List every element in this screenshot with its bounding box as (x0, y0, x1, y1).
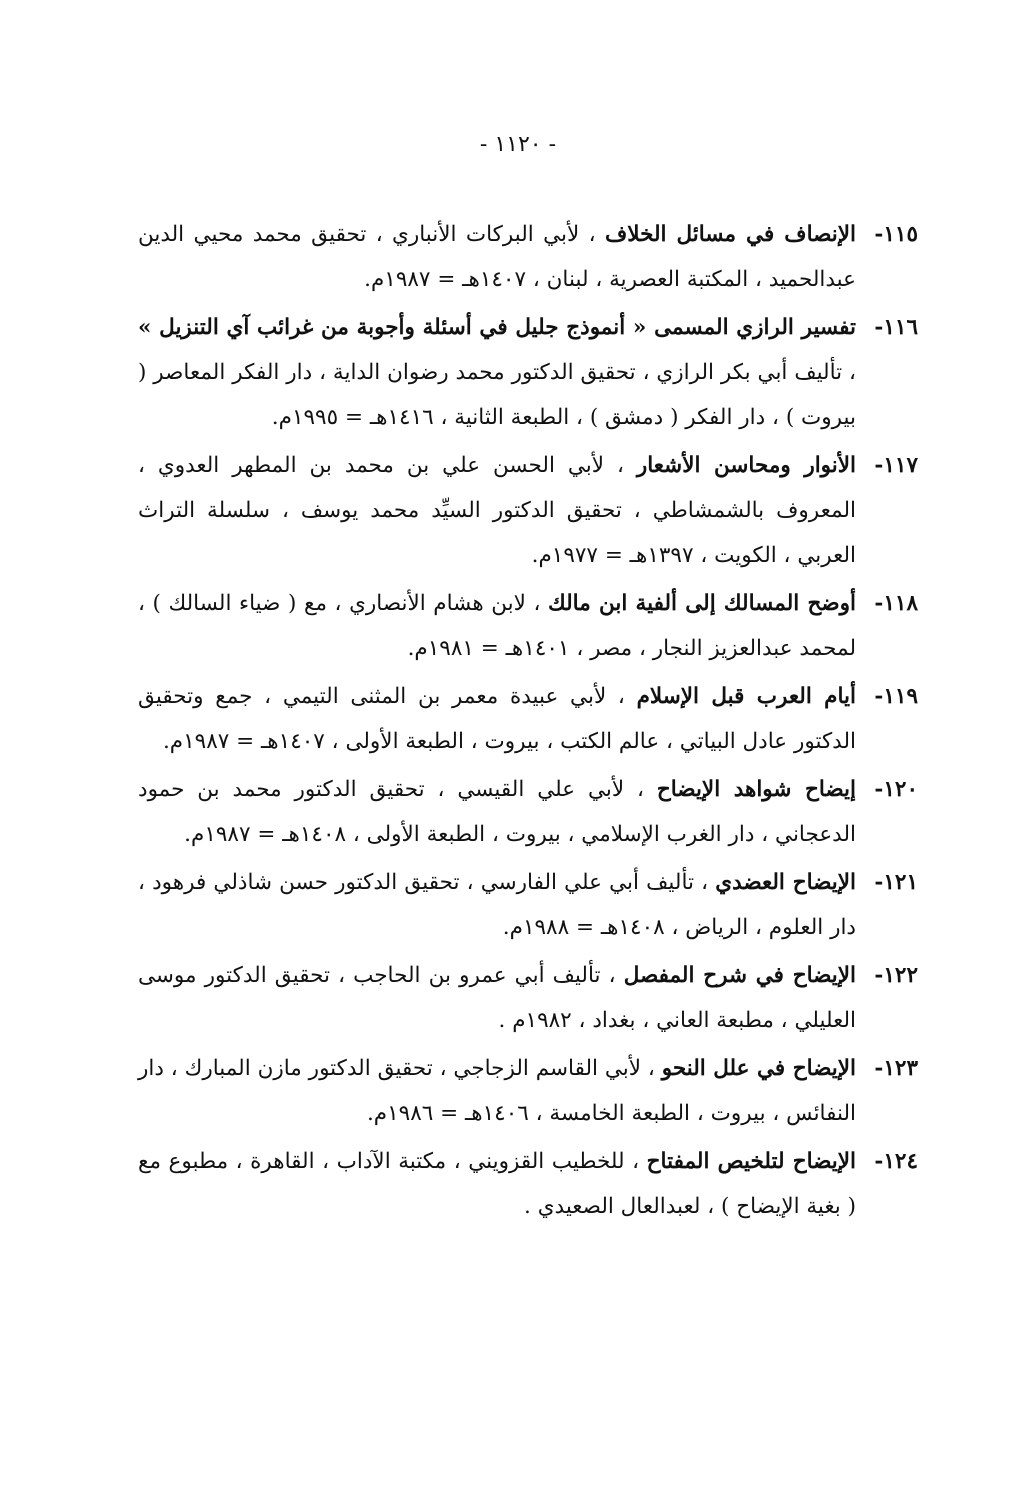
bibliography-entry (138, 1046, 918, 1136)
entry-title: تفسير الرازي المسمى « أنموذج جليل في أسئلة وأجوبة من غرائب آي التنزيل » (138, 315, 856, 340)
bibliography-entry (138, 767, 918, 857)
entry-number: ١٢١- (874, 870, 918, 895)
entry-title: أيام العرب قبل الإسلام (636, 684, 856, 709)
entry-title: إيضاح شواهد الإيضاح (656, 777, 857, 802)
entry-number: ١٢٠- (874, 777, 918, 802)
entry-details: ، لأبي الحسن علي بن محمد بن المطهر العدوي ، المعروف بالشمشاطي ، تحقيق الدكتور السيِّد محمد يوسف ، سلسلة التراث العربي ، الكويت ، ١٣٩٧هـ = ١٩٧٧م. (138, 453, 856, 568)
entry-details: ، تأليف أبي علي الفارسي ، تحقيق الدكتور حسن شاذلي فرهود ، دار العلوم ، الرياض ، ١٤٠٨هـ = ١٩٨٨م. (138, 870, 856, 940)
entry-body (138, 443, 856, 578)
entry-details: ، لابن هشام الأنصاري ، مع ( ضياء السالك ) ، لمحمد عبدالعزيز النجار ، مصر ، ١٤٠١هـ = ١٩٨١م. (138, 591, 856, 661)
entry-title: الإيضاح العضدي (715, 870, 856, 895)
entry-body (138, 305, 856, 440)
entry-number: ١١٦- (874, 315, 918, 340)
entry-number: ١٢٤- (874, 1149, 918, 1174)
bibliography-entry (138, 443, 918, 578)
entry-details: ، تأليف أبي بكر الرازي ، تحقيق الدكتور محمد رضوان الداية ، دار الفكر المعاصر ( بيروت ) ، دار الفكر ( دمشق ) ، الطبعة الثانية ، ١٤١٦هـ = ١٩٩٥م. (138, 360, 856, 430)
bibliography-entry (138, 953, 918, 1043)
entry-title: الإيضاح لتلخيص المفتاح (646, 1149, 857, 1174)
entry-details: ، لأبي علي القيسي ، تحقيق الدكتور محمد بن حمود الدعجاني ، دار الغرب الإسلامي ، بيروت ، الطبعة الأولى ، ١٤٠٨هـ = ١٩٨٧م. (138, 777, 856, 847)
bibliography-entry (138, 581, 918, 671)
entry-details: ، لأبي عبيدة معمر بن المثنى التيمي ، جمع وتحقيق الدكتور عادل البياتي ، عالم الكتب ، بيروت ، الطبعة الأولى ، ١٤٠٧هـ = ١٩٨٧م. (138, 684, 856, 754)
entry-number: ١٢٣- (874, 1056, 918, 1081)
entry-body (138, 581, 856, 671)
entry-title: الإيضاح في شرح المفصل (623, 963, 856, 988)
entry-number: ١٢٢- (874, 963, 918, 988)
entry-number: ١١٨- (874, 591, 918, 616)
entry-body (138, 767, 856, 857)
entry-body (138, 860, 856, 950)
bibliography-entry (138, 1139, 918, 1229)
entry-body (138, 212, 856, 302)
bibliography-entry (138, 212, 918, 302)
entry-body (138, 674, 856, 764)
entry-number: ١١٥- (874, 222, 918, 247)
bibliography-list (138, 212, 918, 1232)
entry-title: الإنصاف في مسائل الخلاف (604, 222, 856, 247)
entry-details: ، للخطيب القزويني ، مكتبة الآداب ، القاهرة ، مطبوع مع ( بغية الإيضاح ) ، لعبدالعال الصعيدي . (138, 1149, 856, 1219)
entry-details: ، تأليف أبي عمرو بن الحاجب ، تحقيق الدكتور موسى العليلي ، مطبعة العاني ، بغداد ، ١٩٨٢م . (138, 963, 856, 1033)
page-number: - ١١٢٠ - (479, 132, 557, 157)
bibliography-entry (138, 674, 918, 764)
entry-title: الإيضاح في علل النحو (661, 1056, 856, 1081)
entry-details: ، لأبي القاسم الزجاجي ، تحقيق الدكتور مازن المبارك ، دار النفائس ، بيروت ، الطبعة الخامسة ، ١٤٠٦هـ = ١٩٨٦م. (138, 1056, 856, 1126)
entry-body (138, 1046, 856, 1136)
bibliography-entry (138, 860, 918, 950)
entry-body (138, 953, 856, 1043)
bibliography-entry (138, 305, 918, 440)
entry-number: ١١٩- (874, 684, 918, 709)
entry-body (138, 1139, 856, 1229)
entry-title: الأنوار ومحاسن الأشعار (636, 453, 857, 478)
entry-details: ، لأبي البركات الأنباري ، تحقيق محمد محيي الدين عبدالحميد ، المكتبة العصرية ، لبنان ، ١٤٠٧هـ = ١٩٨٧م. (138, 222, 856, 292)
entry-title: أوضح المسالك إلى ألفية ابن مالك (548, 591, 856, 616)
entry-number: ١١٧- (874, 453, 918, 478)
